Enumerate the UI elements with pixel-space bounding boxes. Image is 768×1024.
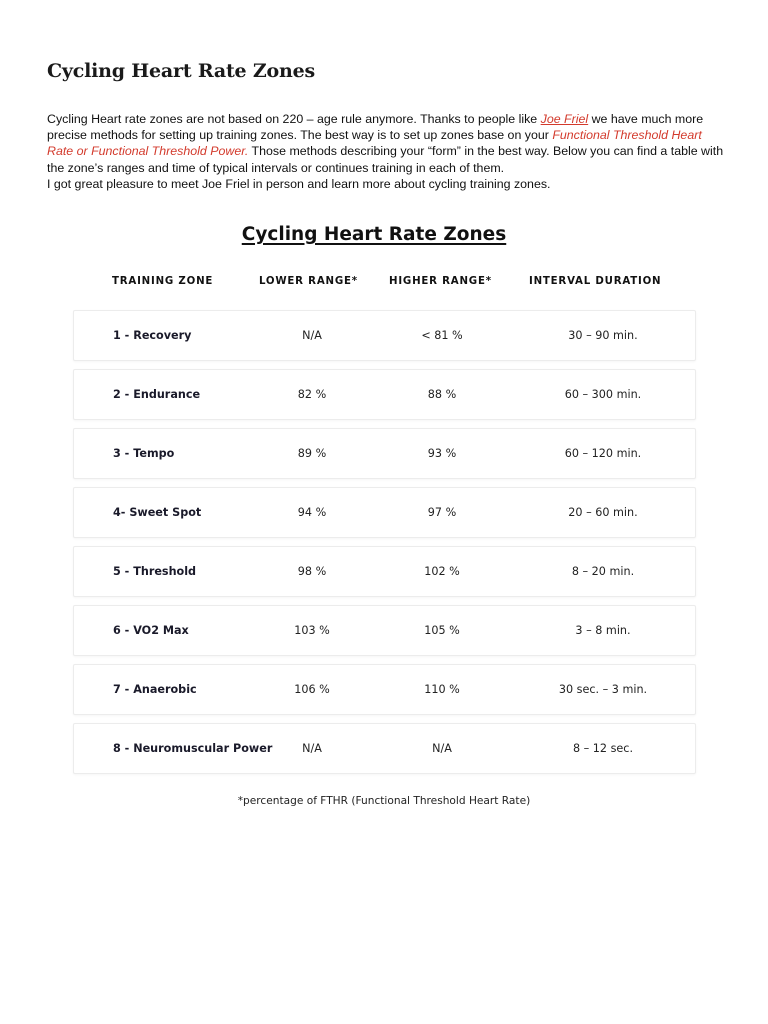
zone-lower-range: 103 %	[294, 624, 330, 637]
zone-name: 7 - Anaerobic	[113, 683, 197, 696]
table-row	[73, 428, 696, 479]
zone-lower-range: 106 %	[294, 683, 330, 696]
header-higher-range: HIGHER RANGE*	[389, 276, 492, 287]
zone-name: 6 - VO2 Max	[113, 624, 189, 637]
intro-text-part: Those methods describing your “form” in the best way. Below you can find a table with the zone’s ranges and time of typical intervals or continues training in each of them.	[47, 144, 724, 175]
zone-lower-range: N/A	[302, 329, 322, 342]
joe-friel-link[interactable]: Joe Friel	[540, 112, 589, 126]
zone-name: 2 - Endurance	[113, 388, 201, 401]
table-row	[73, 605, 696, 656]
zone-higher-range: < 81 %	[421, 329, 463, 342]
header-interval-duration: INTERVAL DURATION	[529, 276, 662, 287]
table-row	[73, 310, 696, 361]
zone-name: 8 - Neuromuscular Power	[113, 742, 273, 755]
table-row	[73, 723, 696, 774]
zone-name: 5 - Threshold	[113, 565, 197, 578]
zone-higher-range: N/A	[432, 742, 452, 755]
zone-lower-range: N/A	[302, 742, 322, 755]
page-title: Cycling Heart Rate Zones	[47, 60, 315, 82]
zone-higher-range: 88 %	[427, 388, 457, 401]
intro-text-part: Cycling Heart rate zones are not based on 220 – age rule anymore. Thanks to people like	[47, 112, 541, 126]
zone-name: 3 - Tempo	[113, 447, 175, 460]
table-row	[73, 487, 696, 538]
zone-lower-range: 98 %	[297, 565, 327, 578]
zone-interval-duration: 60 – 300 min.	[564, 388, 642, 401]
table-footnote: *percentage of FTHR (Functional Threshold Heart Rate)	[237, 795, 531, 807]
table-row	[73, 369, 696, 420]
fthr-ftp-phrase: Functional Threshold Heart Rate or Functional Threshold Power.	[47, 128, 702, 159]
table-row	[73, 546, 696, 597]
zone-name: 4- Sweet Spot	[113, 506, 202, 519]
zone-interval-duration: 30 – 90 min.	[568, 329, 638, 342]
zone-interval-duration: 60 – 120 min.	[564, 447, 642, 460]
zone-higher-range: 97 %	[427, 506, 457, 519]
zone-higher-range: 102 %	[424, 565, 460, 578]
zone-higher-range: 110 %	[424, 683, 460, 696]
intro-text	[47, 111, 727, 192]
zone-name: 1 - Recovery	[113, 329, 192, 342]
zone-higher-range: 93 %	[427, 447, 457, 460]
intro-text-part: we have much more precise methods for setting up training zones. The best way is to set up zones base on your	[47, 112, 704, 143]
header-lower-range: LOWER RANGE*	[259, 276, 358, 287]
zone-lower-range: 89 %	[297, 447, 327, 460]
zone-interval-duration: 30 sec. – 3 min.	[558, 683, 648, 696]
table-title	[0, 224, 748, 245]
zone-interval-duration: 20 – 60 min.	[568, 506, 638, 519]
zone-lower-range: 94 %	[297, 506, 327, 519]
zone-interval-duration: 3 – 8 min.	[575, 624, 631, 637]
table-title-text: Cycling Heart Rate Zones	[241, 224, 507, 245]
header-training-zone: TRAINING ZONE	[112, 276, 214, 287]
zone-higher-range: 105 %	[424, 624, 460, 637]
zone-interval-duration: 8 – 20 min.	[571, 565, 635, 578]
zone-lower-range: 82 %	[297, 388, 327, 401]
intro-second-line: I got great pleasure to meet Joe Friel in person and learn more about cycling training zones.	[47, 176, 551, 191]
table-row	[73, 664, 696, 715]
zones-table	[73, 310, 696, 782]
zone-interval-duration: 8 – 12 sec.	[572, 742, 634, 755]
